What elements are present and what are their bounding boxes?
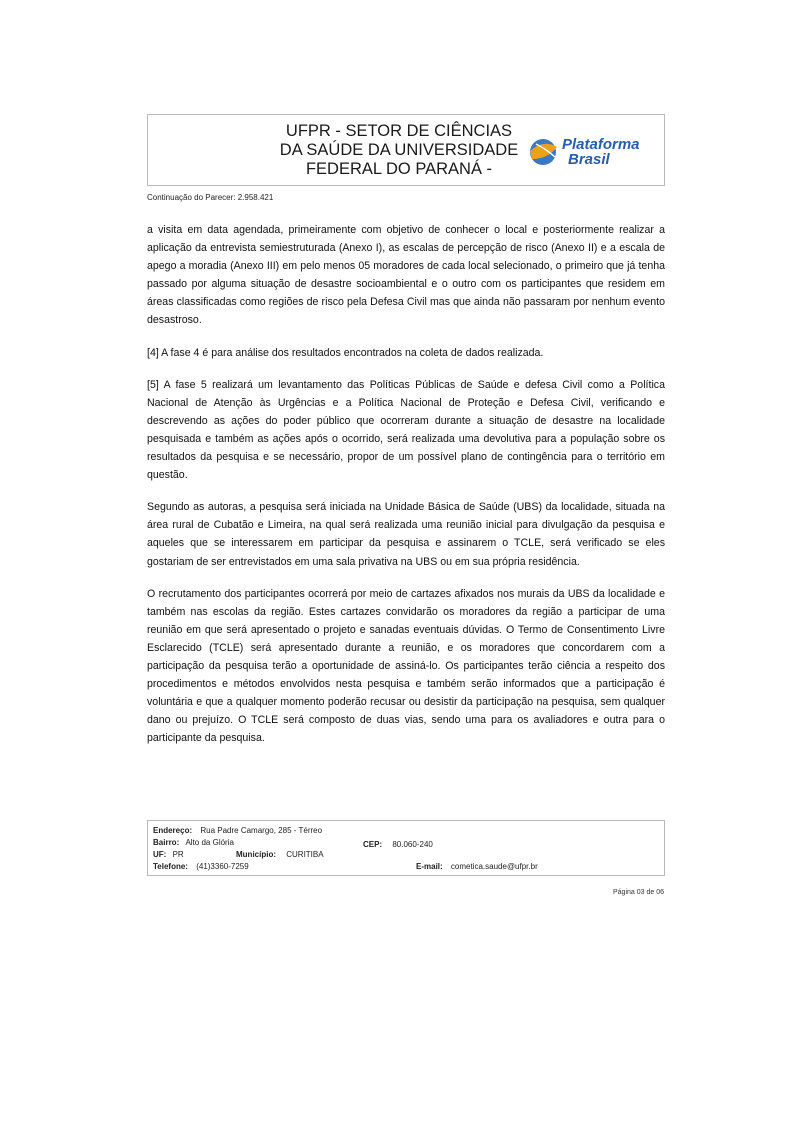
email-label: E-mail: bbox=[416, 862, 443, 871]
telefone-value: (41)3360-7259 bbox=[196, 862, 249, 871]
email-value[interactable]: cometica.saude@ufpr.br bbox=[450, 862, 538, 871]
logo-text-line-2: Brasil bbox=[568, 151, 610, 168]
paragraph-1: a visita em data agendada, primeiramente com objetivo de conhecer o local e posteriormente realizar a aplicação da entrevista semiestruturada (Anexo I), as escalas de percepção de risco (Anexo II) e a escala de apego a moradia (Anexo III) em pelo menos 05 moradores de cada local selecionado, o primeiro que já tenha passado por alguma situação de desastre socioambiental e o outro com os participantes que residem em áreas classificadas como regiões de risco pela Defesa Civil mas que ainda não passaram por nenhum evento desastroso. bbox=[147, 224, 665, 327]
institution-title bbox=[274, 122, 524, 179]
municipio-value: CURITIBA bbox=[286, 850, 324, 859]
address-footer bbox=[147, 820, 665, 876]
bairro-value: Alto da Glória bbox=[185, 838, 234, 847]
endereco-label: Endereço: bbox=[153, 826, 193, 835]
uf-value: PR bbox=[172, 850, 184, 859]
paragraph-3: [5] A fase 5 realizará um levantamento das Políticas Públicas de Saúde e defesa Civil como a Política Nacional de Atenção às Urgências e a Política Nacional de Proteção e Defesa Civil, verificando e descrevendo as ações do poder público que ocorreram durante a situação de desastre na localidade pesquisada e também as ações após o ocorrido, será realizada uma devolutiva para a população sobre os resultados da pesquisa e se necessário, propor de um possível plano de contingência para o território em questão. bbox=[147, 378, 665, 482]
municipio-label: Município: bbox=[236, 850, 276, 859]
cep-label: CEP: bbox=[363, 840, 383, 849]
cep-value: 80.060-240 bbox=[392, 840, 433, 849]
plataforma-brasil-logo bbox=[524, 129, 662, 171]
logo-text-line-1: Plataforma bbox=[562, 136, 640, 153]
continuation-note: Continuação do Parecer: 2.958.421 bbox=[147, 193, 274, 202]
page-number: Página 03 de 06 bbox=[613, 889, 664, 896]
paragraph-5: O recrutamento dos participantes ocorrerá por meio de cartazes afixados nos murais da UBS da localidade e também nas escolas da região. Estes cartazes convidarão os moradores da região a participar de uma reunião em que será apresentado o projeto e sanadas eventuais dúvidas. O Termo de Consentimento Livre Esclarecido (TCLE) será apresentado durante a reunião, e os moradores que concordarem com a participação da pesquisa terão a oportunidade de assiná-lo. Os participantes terão ciência a respeito dos procedimentos e métodos envolvidos nesta pesquisa e também serão informados que a participação é voluntária e que a qualquer momento poderão recusar ou desistir da participação na pesquisa, sem qualquer dano ou prejuízo. O TCLE será composto de duas vias, sendo uma para os avaliadores e outra para o participante da pesquisa. bbox=[147, 587, 665, 745]
title-line-3: FEDERAL DO PARANÁ - bbox=[305, 160, 493, 178]
endereco-value: Rua Padre Camargo, 285 - Térreo bbox=[200, 826, 323, 835]
title-line-1: UFPR - SETOR DE CIÊNCIAS bbox=[285, 122, 513, 140]
paragraph-2: [4] A fase 4 é para análise dos resultados encontrados na coleta de dados realizada. bbox=[147, 346, 544, 359]
bairro-label: Bairro: bbox=[153, 838, 180, 847]
telefone-label: Telefone: bbox=[153, 862, 188, 871]
uf-label: UF: bbox=[153, 850, 167, 859]
paragraph-4: Segundo as autoras, a pesquisa será iniciada na Unidade Básica de Saúde (UBS) da localidade, situada na área rural de Cubatão e Limeira, na qual será realizada uma reunião inicial para divulgação da pesquisa e aqueles que se interessarem em participar da pesquisa e assinarem o TCLE, será verificado se eles gostariam de ser entrevistados em uma sala privativa na UBS ou em sua própria residência. bbox=[147, 501, 665, 568]
document-header bbox=[147, 114, 665, 186]
title-line-2: DA SAÚDE DA UNIVERSIDADE bbox=[279, 141, 519, 159]
document-body bbox=[147, 221, 665, 761]
